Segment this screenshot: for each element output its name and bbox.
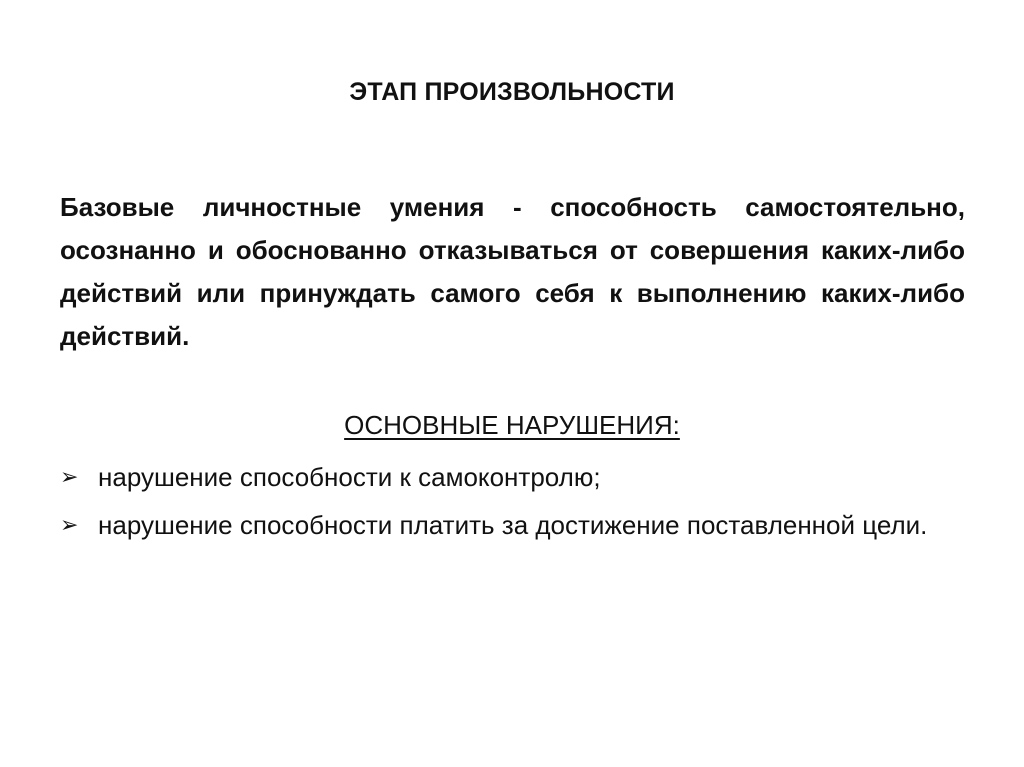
bullet-text: нарушение способности к самоконтролю; [98, 462, 601, 492]
violations-heading: ОСНОВНЫЕ НАРУШЕНИЯ: [344, 410, 680, 440]
arrowhead-bullet-icon: ➢ [60, 464, 79, 489]
violations-list [60, 455, 965, 551]
definition-paragraph: Базовые личностные умения - способность самостоятельно, осознанно и обоснованно отказываться от совершения каких-либо действий или принуждать самого себя к выполнению каких-либо действий. [60, 192, 965, 351]
list-item [60, 503, 965, 547]
list-item [60, 455, 965, 499]
arrowhead-bullet-icon: ➢ [60, 512, 79, 537]
slide-title: ЭТАП ПРОИЗВОЛЬНОСТИ [349, 78, 675, 106]
bullet-text: нарушение способности платить за достижение поставленной цели. [98, 510, 928, 540]
